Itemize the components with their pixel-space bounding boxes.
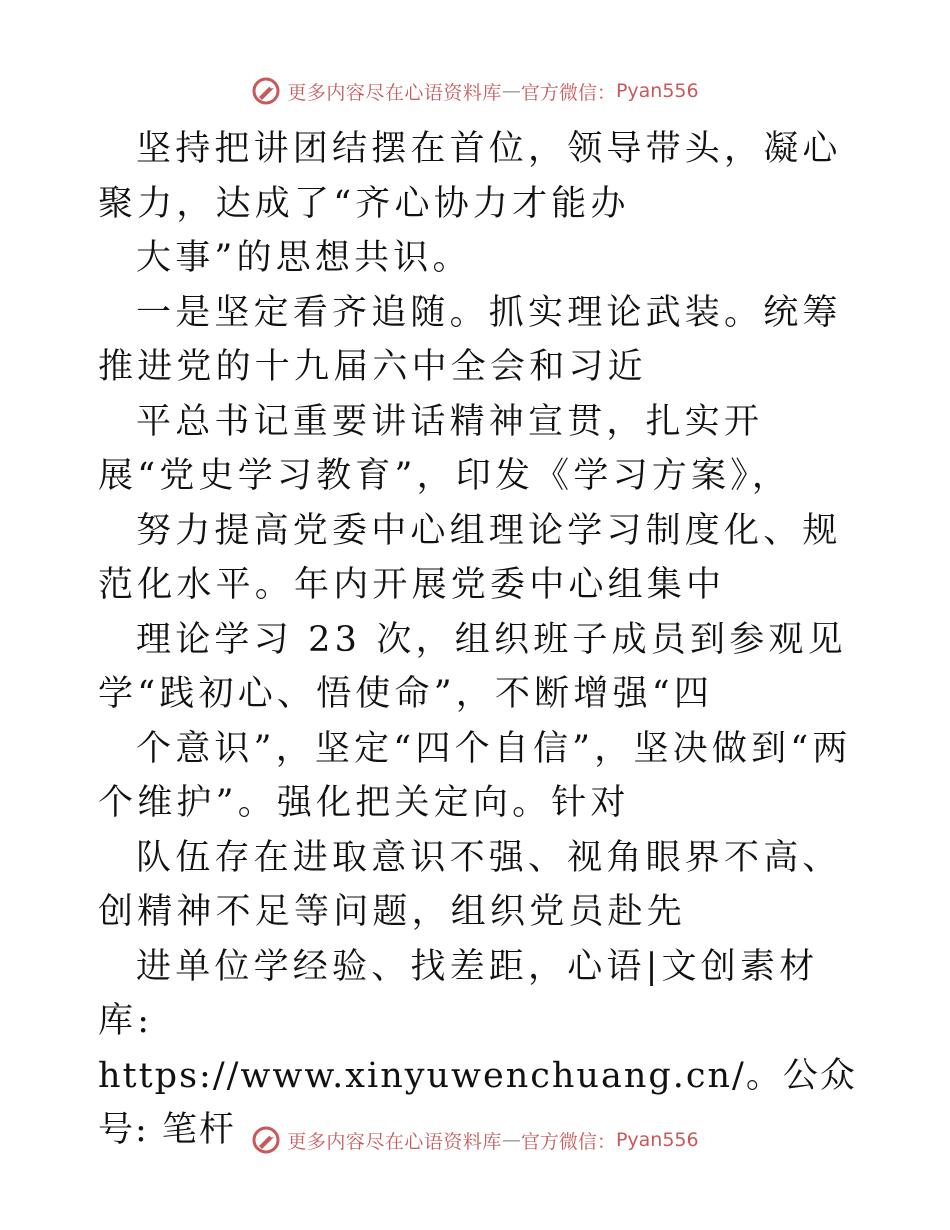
brand-logo-icon [251,1125,281,1155]
banner-separator: — [501,1129,521,1151]
paragraph: 个意识”，坚定“四个自信”，坚决做到“两个维护”。强化把关定向。针对 [98,728,852,823]
header-banner [0,74,950,108]
paragraph: 平总书记重要讲话精神宣贯，扎实开展“党史学习教育”，印发《学习方案》， [98,401,792,496]
banner-separator: — [501,80,521,102]
banner-slogan: 更多内容尽在心语资料库 [287,1130,502,1153]
banner-wechat-label: 官方微信： [520,1130,616,1153]
paragraph: 队伍存在进取意识不强、视角眼界不高、创精神不足等问题，组织党员赴先 [98,837,842,932]
paragraph: 坚持把讲团结摆在首位，领导带头，凝心聚力，达成了“齐心协力才能办 [98,129,842,224]
document-body [98,122,858,1158]
banner-wechat-id: Pyan556 [615,80,699,102]
paragraph: 努力提高党委中心组理论学习制度化、规范化水平。年内开展党委中心组集中 [98,510,842,605]
brand-logo-icon [251,76,281,106]
banner-wechat-label: 官方微信： [520,81,616,104]
paragraph: 一是坚定看齐追随。抓实理论武装。统筹推进党的十九届六中全会和习近 [98,292,842,387]
banner-slogan: 更多内容尽在心语资料库 [287,81,502,104]
paragraph-url: https://www.xinyuwenchuang.cn/。公众号: 笔杆 [98,1055,857,1150]
paragraph: 进单位学经验、找差距，心语|文创素材库: [98,946,819,1041]
paragraph: 大事”的思想共识。 [136,238,472,278]
banner-wechat-id: Pyan556 [615,1129,699,1151]
footer-banner [0,1123,950,1157]
paragraph: 理论学习 23 次，组织班子成员到参观见学“践初心、悟使命”，不断增强“四 [98,619,847,714]
